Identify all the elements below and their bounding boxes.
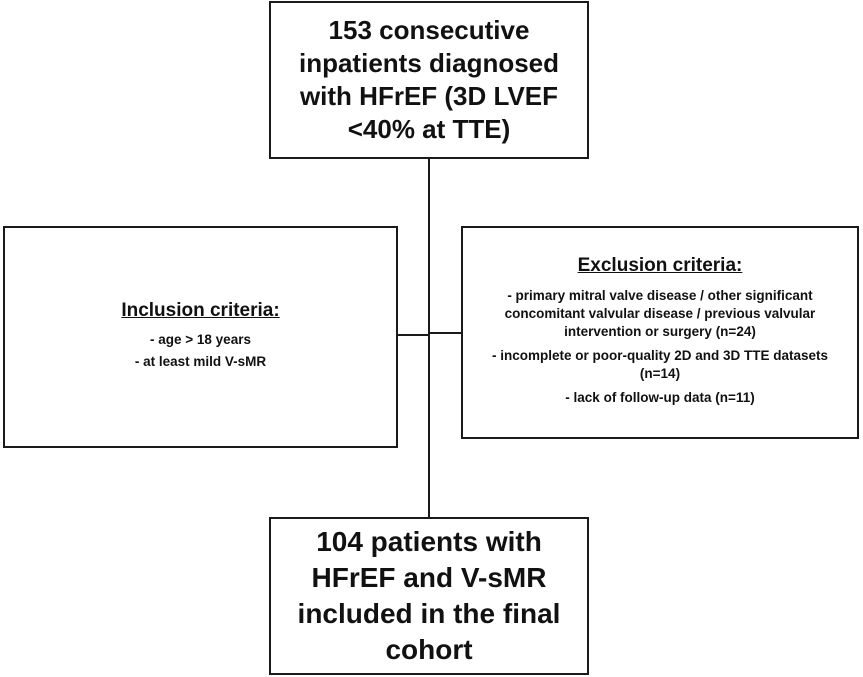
- final-cohort-box: [269, 517, 589, 675]
- inclusion-criteria-heading: Inclusion criteria:: [121, 300, 280, 321]
- exclusion-item-tte-datasets: - incomplete or poor-quality 2D and 3D TTE datasets (n=14): [491, 347, 829, 381]
- inclusion-item-age: - age > 18 years: [150, 332, 251, 347]
- connector-to-inclusion: [398, 334, 429, 336]
- exclusion-item-valve-disease: - primary mitral valve disease / other significant concomitant valvular disease / previous valvular intervention or surgery (n=24): [504, 287, 816, 339]
- initial-population-text: 153 consecutive inpatients diagnosed with HFrEF (3D LVEF <40% at TTE): [298, 15, 560, 144]
- exclusion-criteria-box: [461, 226, 859, 439]
- final-cohort-text: 104 patients with HFrEF and V-sMR included in the final cohort: [297, 526, 561, 665]
- inclusion-criteria-box: [3, 226, 398, 448]
- inclusion-item-vsmr: - at least mild V-sMR: [134, 354, 267, 369]
- exclusion-criteria-heading: Exclusion criteria:: [577, 254, 743, 276]
- connector-to-exclusion: [429, 332, 461, 334]
- connector-vertical: [428, 159, 430, 517]
- initial-population-box: [269, 1, 589, 159]
- exclusion-item-follow-up: - lack of follow-up data (n=11): [565, 389, 755, 405]
